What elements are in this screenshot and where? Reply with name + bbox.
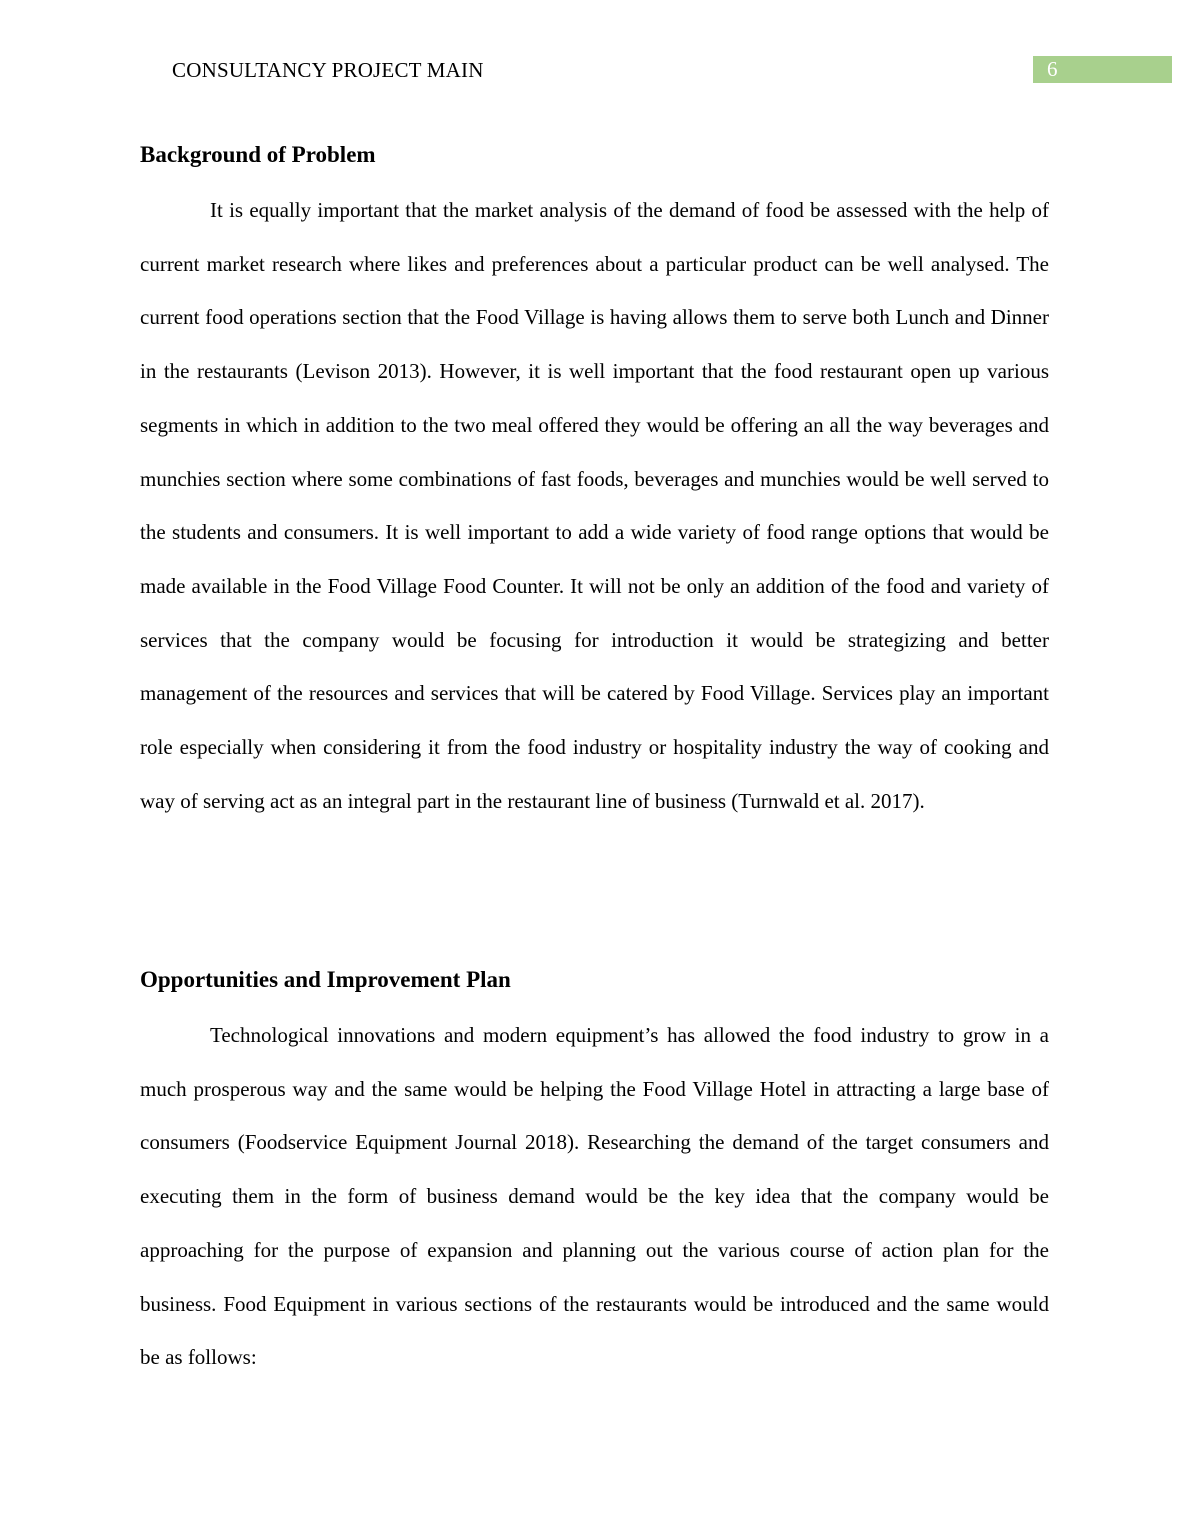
page-number: 6 [1033, 56, 1172, 83]
section-heading-opportunities: Opportunities and Improvement Plan [140, 967, 511, 992]
paragraph-opportunities: Technological innovations and modern equipment’s has allowed the food industry to grow in a much prosperous way and the same would be helping the Food Village Hotel in attracting a large base of consumers (Foodservice Equipment Journal 2018). Researching the demand of the target consumers and executing them in the form of business demand would be the key idea that the company would be approaching for the purpose of expansion and planning out the various course of action plan for the business. Food Equipment in various sections of the restaurants would be introduced and the same would be as follows: [140, 1023, 1049, 1370]
running-head: CONSULTANCY PROJECT MAIN [172, 58, 484, 82]
paragraph-background: It is equally important that the market analysis of the demand of food be assessed with the help of current market research where likes and preferences about a particular product can be well analysed. The current food operations section that the Food Village is having allows them to serve both Lunch and Dinner in the restaurants (Levison 2013). However, it is well important that the food restaurant open up various segments in which in addition to the two meal offered they would be offering an all the way beverages and munchies section where some combinations of fast foods, beverages and munchies would be well served to the students and consumers. It is well important to add a wide variety of food range options that would be made available in the Food Village Food Counter. It will not be only an addition of the food and variety of services that the company would be focusing for introduction it would be strategizing and better management of the resources and services that will be catered by Food Village. Services play an important role especially when considering it from the food industry or hospitality industry the way of cooking and way of serving act as an integral part in the restaurant line of business (Turnwald et al. 2017). [140, 198, 1049, 813]
section-heading-background: Background of Problem [140, 142, 376, 167]
